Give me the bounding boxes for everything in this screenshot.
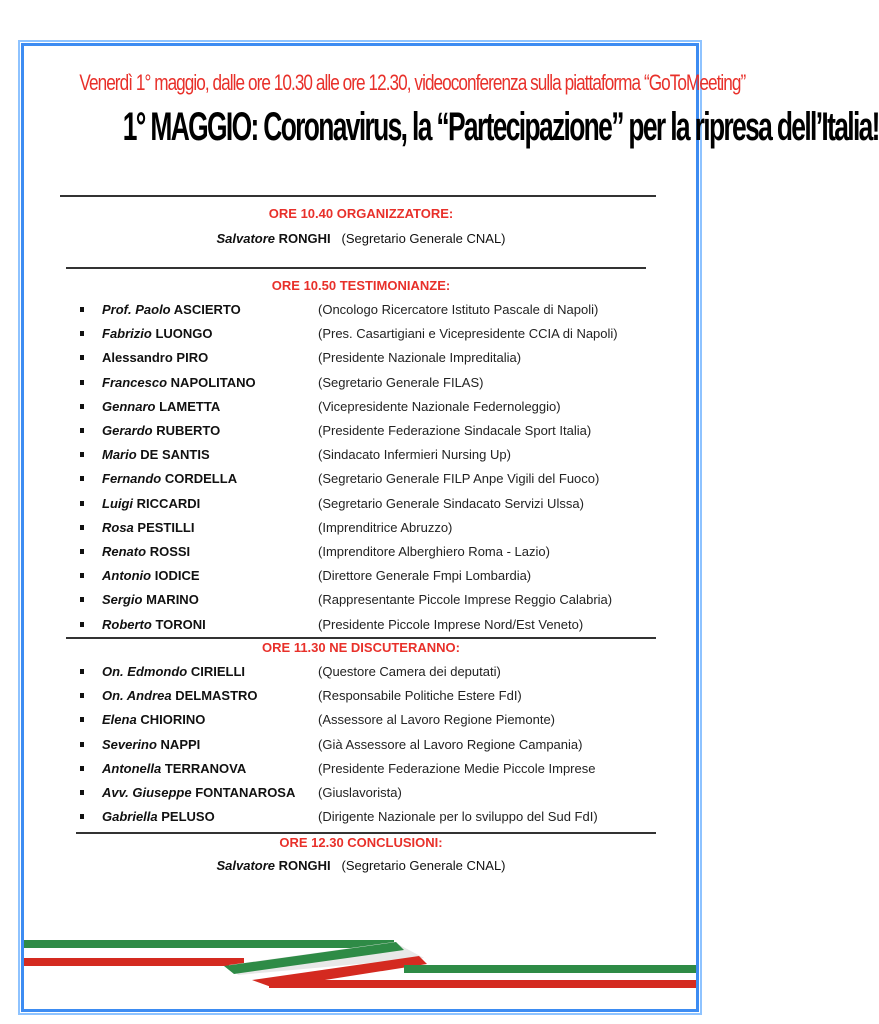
speaker-last-name: MARINO <box>146 592 199 608</box>
speaker-first-name: On. Edmondo <box>102 664 188 679</box>
bullet-icon <box>80 307 84 312</box>
event-subtitle: Venerdì 1° maggio, dalle ore 10.30 alle ore 12.30, videoconferenza sulla piattaforma “GoToMeeting” <box>79 70 746 95</box>
organizer-role: (Segretario Generale CNAL) <box>341 231 506 246</box>
bullet-icon <box>80 766 84 771</box>
ribbon-red-left <box>24 958 244 966</box>
speaker-first-name: Gennaro <box>102 398 156 414</box>
speaker-role: (Presidente Federazione Sindacale Sport Italia) <box>318 423 592 438</box>
speaker-role: (Imprenditrice Abruzzo) <box>318 519 453 535</box>
event-title: 1° MAGGIO: Coronavirus, la “Partecipazione” per la ripresa dell’Italia! <box>122 105 879 149</box>
bullet-icon <box>80 622 84 627</box>
conclusions-last-name: RONGHI <box>278 858 331 873</box>
speaker-role: (Presidente Federazione Medie Piccole Imprese <box>318 760 596 776</box>
speaker-name <box>102 737 200 752</box>
speaker-row <box>0 471 722 491</box>
organizer-first-name: Salvatore <box>216 231 276 246</box>
speaker-last-name: RICCARDI <box>136 495 201 511</box>
speaker-role: (Assessore al Lavoro Regione Piemonte) <box>318 712 556 728</box>
speaker-name <box>102 496 200 511</box>
speaker-role: (Questore Camera dei deputati) <box>318 664 501 679</box>
speaker-first-name: Antonella <box>102 760 162 776</box>
speaker-row <box>0 399 722 419</box>
bullet-icon <box>80 355 84 360</box>
speaker-role: (Sindacato Infermieri Nursing Up) <box>318 447 511 463</box>
bullet-icon <box>80 428 84 433</box>
section-heading-discussion: ORE 11.30 NE DISCUTERANNO: <box>262 640 460 655</box>
section-heading-testimonials: ORE 10.50 TESTIMONIANZE: <box>271 278 451 293</box>
speaker-last-name: NAPPI <box>160 736 201 752</box>
ribbon-green-right <box>404 965 696 973</box>
speaker-name <box>102 592 199 607</box>
speaker-last-name: Alessandro PIRO <box>102 350 209 366</box>
speaker-name <box>102 809 215 824</box>
bullet-icon <box>80 693 84 698</box>
speaker-last-name: NAPOLITANO <box>170 374 256 390</box>
speaker-name <box>102 375 256 390</box>
organizer-last-name: RONGHI <box>278 231 331 246</box>
bullet-icon <box>80 476 84 481</box>
speaker-role: (Pres. Casartigiani e Vicepresidente CCIA di Napoli) <box>318 326 618 342</box>
speaker-last-name: FONTANAROSA <box>195 785 296 800</box>
speaker-row <box>0 688 722 708</box>
bullet-icon <box>80 717 84 722</box>
speaker-role: (Rappresentante Piccole Imprese Reggio Calabria) <box>318 592 613 608</box>
speaker-role: (Presidente Nazionale Impreditalia) <box>318 350 522 366</box>
speaker-name <box>102 785 295 800</box>
bullet-icon <box>80 452 84 457</box>
speaker-row <box>0 423 722 443</box>
speaker-name <box>102 712 205 727</box>
bullet-icon <box>80 404 84 409</box>
bullet-icon <box>80 331 84 336</box>
conclusions-first-name: Salvatore <box>216 858 276 873</box>
speaker-first-name: Renato <box>102 544 147 559</box>
bullet-icon <box>80 814 84 819</box>
speaker-last-name: TERRANOVA <box>164 760 247 776</box>
speaker-row <box>0 664 722 684</box>
speaker-last-name: PESTILLI <box>137 519 195 535</box>
speaker-row <box>0 544 722 564</box>
speaker-role: (Oncologo Ricercatore Istituto Pascale di Napoli) <box>318 302 599 317</box>
speaker-row <box>0 568 722 588</box>
speaker-last-name: PELUSO <box>161 809 215 825</box>
bullet-icon <box>80 669 84 674</box>
organizer-line <box>0 231 722 246</box>
conclusions-line <box>0 858 722 873</box>
speaker-name <box>102 447 210 462</box>
speaker-name <box>102 302 241 317</box>
speaker-role: (Vicepresidente Nazionale Federnoleggio) <box>318 398 561 414</box>
speaker-first-name: Fabrizio <box>102 326 152 342</box>
speaker-first-name: Elena <box>102 712 137 728</box>
speaker-last-name: LUONGO <box>155 326 213 342</box>
speaker-name <box>102 664 245 679</box>
bullet-icon <box>80 525 84 530</box>
speaker-row <box>0 737 722 757</box>
speaker-first-name: Francesco <box>102 374 168 390</box>
speaker-last-name: CIRIELLI <box>190 664 246 679</box>
speaker-role: (Responsabile Politiche Estere FdI) <box>318 688 522 704</box>
divider <box>66 267 646 269</box>
bullet-icon <box>80 573 84 578</box>
speaker-first-name: Gerardo <box>102 423 153 438</box>
divider <box>76 832 656 834</box>
italian-flag-ribbon <box>24 930 696 990</box>
speaker-name <box>102 350 208 365</box>
speaker-first-name: Severino <box>102 736 157 752</box>
speaker-row <box>0 785 722 805</box>
speaker-name <box>102 568 200 583</box>
speaker-first-name: Prof. Paolo <box>102 302 171 317</box>
speaker-first-name: On. Andrea <box>102 688 172 704</box>
speaker-role: (Imprenditore Alberghiero Roma - Lazio) <box>318 544 550 559</box>
speaker-row <box>0 496 722 516</box>
speaker-name <box>102 471 237 486</box>
bullet-icon <box>80 790 84 795</box>
speaker-first-name: Roberto <box>102 616 152 632</box>
ribbon-green-left <box>24 940 394 948</box>
speaker-name <box>102 423 220 438</box>
speaker-name <box>102 520 194 535</box>
section-heading-organizer: ORE 10.40 ORGANIZZATORE: <box>268 206 454 221</box>
speaker-row <box>0 712 722 732</box>
speaker-row <box>0 809 722 829</box>
speaker-role: (Segretario Generale FILP Anpe Vigili del Fuoco) <box>318 471 600 487</box>
speaker-row <box>0 302 722 322</box>
speaker-name <box>102 761 246 776</box>
section-heading-conclusions: ORE 12.30 CONCLUSIONI: <box>279 835 443 850</box>
speaker-last-name: DE SANTIS <box>140 447 210 463</box>
speaker-last-name: DELMASTRO <box>175 688 258 704</box>
bullet-icon <box>80 597 84 602</box>
speaker-row <box>0 375 722 395</box>
speaker-row <box>0 350 722 370</box>
conclusions-role: (Segretario Generale CNAL) <box>341 858 506 873</box>
speaker-role: (Già Assessore al Lavoro Regione Campania) <box>318 736 583 752</box>
speaker-row <box>0 447 722 467</box>
speaker-last-name: LAMETTA <box>159 398 221 414</box>
speaker-name <box>102 688 258 703</box>
bullet-icon <box>80 501 84 506</box>
speaker-last-name: ROSSI <box>149 544 191 559</box>
divider <box>60 195 656 197</box>
speaker-name <box>102 399 220 414</box>
speaker-first-name: Luigi <box>102 495 134 511</box>
speaker-last-name: CHIORINO <box>140 712 206 728</box>
speaker-row <box>0 617 722 637</box>
speaker-row <box>0 326 722 346</box>
bullet-icon <box>80 380 84 385</box>
speaker-role: (Presidente Piccole Imprese Nord/Est Veneto) <box>318 616 584 632</box>
speaker-first-name: Mario <box>102 447 137 463</box>
speaker-role: (Giuslavorista) <box>318 785 402 800</box>
speaker-last-name: ASCIERTO <box>173 302 241 317</box>
speaker-last-name: IODICE <box>154 568 200 584</box>
speaker-row <box>0 761 722 781</box>
ribbon-red-right <box>269 980 696 988</box>
speaker-role: (Segretario Generale FILAS) <box>318 374 484 390</box>
speaker-first-name: Rosa <box>102 519 134 535</box>
speaker-last-name: CORDELLA <box>164 471 238 487</box>
speaker-last-name: RUBERTO <box>156 423 221 438</box>
speaker-row <box>0 520 722 540</box>
speaker-name <box>102 326 213 341</box>
speaker-first-name: Avv. Giuseppe <box>102 785 192 800</box>
speaker-name <box>102 544 190 559</box>
speaker-name <box>102 617 206 632</box>
speaker-role: (Segretario Generale Sindacato Servizi Ulssa) <box>318 495 584 511</box>
bullet-icon <box>80 742 84 747</box>
speaker-row <box>0 592 722 612</box>
speaker-last-name: TORONI <box>155 616 206 632</box>
speaker-role: (Dirigente Nazionale per lo sviluppo del Sud FdI) <box>318 809 598 825</box>
speaker-role: (Direttore Generale Fmpi Lombardia) <box>318 568 532 584</box>
speaker-first-name: Antonio <box>102 568 152 584</box>
speaker-first-name: Gabriella <box>102 809 158 825</box>
speaker-first-name: Sergio <box>102 592 143 608</box>
bullet-icon <box>80 549 84 554</box>
speaker-first-name: Fernando <box>102 471 162 487</box>
divider <box>66 637 656 639</box>
